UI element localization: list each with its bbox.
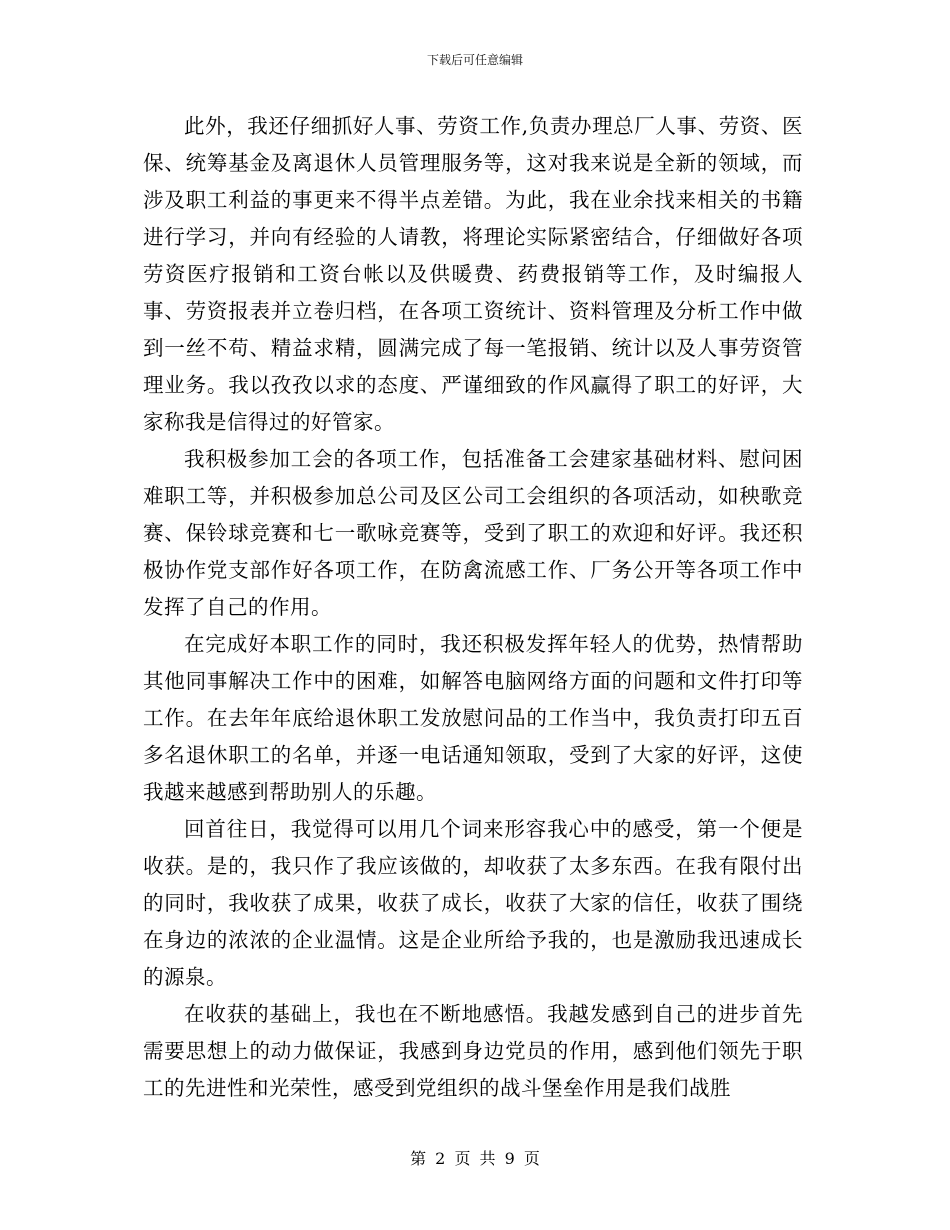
header-note: 下载后可任意编辑	[426, 53, 523, 67]
paragraph: 回首往日，我觉得可以用几个词来形容我心中的感受，第一个便是收获。是的，我只作了我应该做的，却收获了太多东西。在我有限付出的同时，我收获了成果，收获了成长，收获了大家的信任，收获了围绕在身边的浓浓的企业温情。这是企业所给予我的，也是激励我迅速成长的源泉。	[143, 817, 803, 989]
paragraph: 在收获的基础上，我也在不断地感悟。我越发感到自己的进步首先需要思想上的动力做保证，我感到身边党员的作用，感到他们领先于职工的先进性和光荣性，感受到党组织的战斗堡垒作用是我们战胜	[143, 1002, 803, 1100]
paragraph: 我积极参加工会的各项工作，包括准备工会建家基础材料、慰问困难职工等，并积极参加总公司及区公司工会组织的各项活动，如秧歌竞赛、保铃球竞赛和七一歌咏竞赛等，受到了职工的欢迎和好评。我还积极协作党支部作好各项工作，在防禽流感工作、厂务公开等各项工作中发挥了自己的作用。	[143, 447, 803, 619]
paragraph: 在完成好本职工作的同时，我还积极发挥年轻人的优势，热情帮助其他同事解决工作中的困难，如解答电脑网络方面的问题和文件打印等工作。在去年年底给退休职工发放慰问品的工作当中，我负责打印五百多名退休职工的名单，并逐一电话通知领取，受到了大家的好评，这使我越来越感到帮助别人的乐趣。	[143, 632, 803, 804]
page-number: 第 2 页 共 9 页	[410, 1149, 540, 1168]
document-body	[143, 108, 803, 1107]
paragraph: 此外，我还仔细抓好人事、劳资工作,负责办理总厂人事、劳资、医保、统筹基金及离退休人员管理服务等，这对我来说是全新的领域，而涉及职工利益的事更来不得半点差错。为此，我在业余找来相关的书籍进行学习，并向有经验的人请教，将理论实际紧密结合，仔细做好各项劳资医疗报销和工资台帐以及供暖费、药费报销等工作，及时编报人事、劳资报表并立卷归档，在各项工资统计、资料管理及分析工作中做到一丝不苟、精益求精，圆满完成了每一笔报销、统计以及人事劳资管理业务。我以孜孜以求的态度、严谨细致的作风赢得了职工的好评，大家称我是信得过的好管家。	[143, 114, 803, 434]
